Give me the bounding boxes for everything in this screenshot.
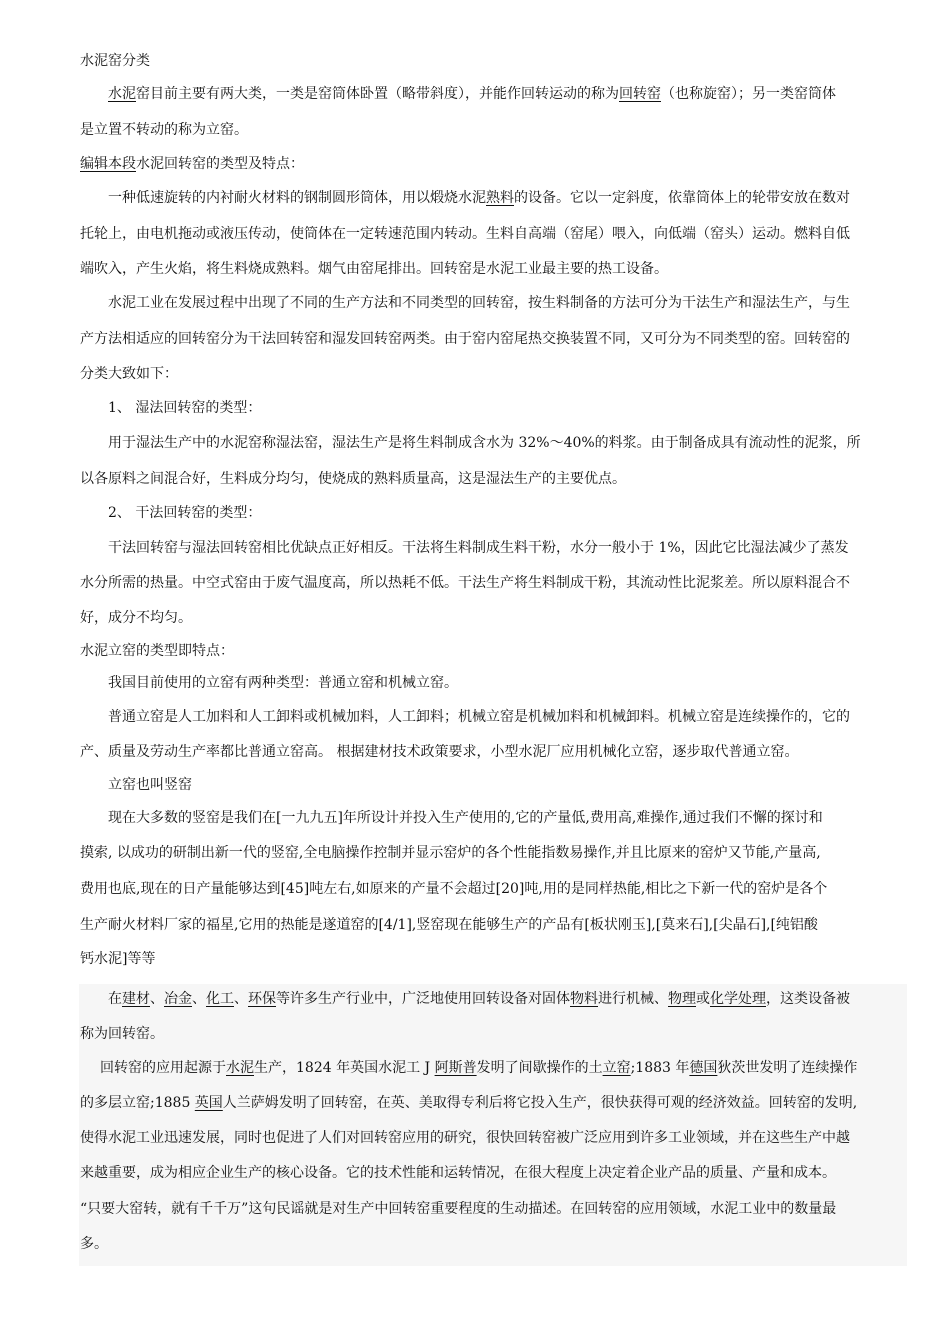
edit-section-link[interactable]: 编辑本段 [80, 156, 136, 172]
paragraph-line: 一种低速旋转的内衬耐火材料的钢制圆形筒体，用以煅烧水泥熟料的设备。它以一定斜度，依靠筒体上的轮带安放在数对 [108, 190, 850, 206]
heading-cement-kiln-classification: 水泥窑分类 [80, 53, 150, 69]
paragraph-line: 多。 [80, 1236, 108, 1252]
paragraph-line: 分类大致如下： [80, 366, 178, 382]
link-metallurgy[interactable]: 冶金 [164, 991, 192, 1007]
link-england[interactable]: 英国 [194, 1095, 223, 1111]
paragraph-line: 称为回转窑。 [80, 1026, 164, 1042]
link-material[interactable]: 物料 [570, 991, 598, 1007]
paragraph-line: 来越重要，成为相应企业生产的核心设备。它的技术性能和运转情况，在很大程度上决定着企业产品的质量、产量和成本。 [80, 1165, 836, 1181]
paragraph-line: 生产耐火材料厂家的福星,它用的热能是遂道窑的[4/1],竖窑现在能够生产的产品有[板状刚玉],[莫来石],[尖晶石],[纯铝酸 [80, 917, 818, 933]
paragraph-line: 回转窑的应用起源于水泥生产，1824 年英国水泥工 J 阿斯普发明了间歇操作的土立窑;1883 年德国狄茨世发明了连续操作 [100, 1060, 858, 1076]
link-shaft-kiln[interactable]: 立窑 [602, 1060, 631, 1076]
paragraph-line: 以各原料之间混合好，生料成分均匀，使烧成的熟料质量高，这是湿法生产的主要优点。 [80, 471, 626, 487]
paragraph-line: “只要大窑转，就有千千万”这句民谣就是对生产中回转窑重要程度的生动描述。在回转窑的应用领域，水泥工业中的数量最 [80, 1201, 837, 1217]
paragraph-line: 干法回转窑与湿法回转窑相比优缺点正好相反。干法将生料制成生料干粉，水分一般小于 1%，因此它比湿法减少了蒸发 [108, 540, 849, 556]
link-physics[interactable]: 物理 [668, 991, 696, 1007]
paragraph-line: 普通立窑是人工加料和人工卸料或机械加料，人工卸料；机械立窑是机械加料和机械卸料。机械立窑是连续操作的，它的 [108, 709, 850, 725]
paragraph-line: 水泥窑目前主要有两大类，一类是窑筒体卧置（略带斜度），并能作回转运动的称为回转窑（也称旋窑）；另一类窑筒体 [108, 86, 836, 102]
paragraph-line: 摸索, 以成功的研制出新一代的竖窑,全电脑操作控制并显示窑炉的各个性能指数易操作,并且比原来的窑炉又节能,产量高, [80, 845, 821, 861]
list-item-wet-kiln: 1、 湿法回转窑的类型： [108, 400, 262, 416]
paragraph-line: 现在大多数的竖窑是我们在[一九九五]年所设计并投入生产使用的,它的产量低,费用高,难操作,通过我们不懈的探讨和 [108, 810, 823, 826]
link-chemical-treatment[interactable]: 化学处理 [710, 991, 766, 1007]
link-rotary-kiln[interactable]: 回转窑 [619, 86, 661, 102]
paragraph-line: 产、质量及劳动生产率都比普通立窑高。 根据建材技术政策要求，小型水泥厂应用机械化立窑，逐步取代普通立窑。 [80, 744, 799, 760]
paragraph-line: 使得水泥工业迅速发展，同时也促进了人们对回转窑应用的研究，很快回转窑被广泛应用到许多工业领域，并在这些生产中越 [80, 1130, 850, 1146]
paragraph-line: 好，成分不均匀。 [80, 610, 192, 626]
paragraph-line: 费用也底,现在的日产量能够达到[45]吨左右,如原来的产量不会超过[20]吨,用的是同样热能,相比之下新一代的窑炉是各个 [80, 881, 828, 897]
paragraph-line: 立窑也叫竖窑 [108, 777, 192, 793]
paragraph-line: 用于湿法生产中的水泥窑称湿法窑，湿法生产是将生料制成含水为 32%～40%的料浆。由于制备成具有流动性的泥浆，所 [108, 435, 861, 451]
paragraph-line: 托轮上，由电机拖动或液压传动，使筒体在一定转速范围内转动。生料自高端（窑尾）喂入，向低端（窑头）运动。燃料自低 [80, 226, 850, 242]
paragraph-line: 我国目前使用的立窑有两种类型：普通立窑和机械立窑。 [108, 675, 458, 691]
paragraph-line: 产方法相适应的回转窑分为干法回转窑和湿发回转窑两类。由于窑内窑尾热交换装置不同，又可分为不同类型的窑。回转窑的 [80, 331, 850, 347]
paragraph-line: 的多层立窑;1885 英国人兰萨姆发明了回转窑，在英、美取得专利后将它投入生产，很快获得可观的经济效益。回转窑的发明, [80, 1095, 858, 1111]
link-cement[interactable]: 水泥 [226, 1060, 254, 1076]
paragraph-line: 端吹入，产生火焰，将生料烧成熟料。烟气由窑尾排出。回转窑是水泥工业最主要的热工设备。 [80, 261, 668, 277]
link-chemical-industry[interactable]: 化工 [206, 991, 234, 1007]
list-item-dry-kiln: 2、 干法回转窑的类型： [108, 505, 262, 521]
paragraph-line: 水泥工业在发展过程中出现了不同的生产方法和不同类型的回转窑，按生料制备的方法可分为干法生产和湿法生产，与生 [108, 295, 850, 311]
paragraph-line: 钙水泥]等等 [80, 951, 156, 967]
link-cement[interactable]: 水泥 [108, 86, 136, 102]
link-germany[interactable]: 德国 [689, 1060, 718, 1076]
paragraph-line: 在建材、冶金、化工、环保等许多生产行业中，广泛地使用回转设备对固体物料进行机械、物理或化学处理，这类设备被 [108, 991, 850, 1007]
paragraph-line: 是立置不转动的称为立窑。 [80, 122, 248, 138]
link-aspdin[interactable]: 阿斯普 [434, 1060, 477, 1076]
link-clinker[interactable]: 熟料 [486, 190, 514, 206]
link-building-materials[interactable]: 建材 [122, 991, 150, 1007]
section-heading: 水泥立窑的类型即特点： [80, 643, 234, 659]
section-heading: 编辑本段水泥回转窑的类型及特点： [80, 156, 304, 172]
paragraph-line: 水分所需的热量。中空式窑由于废气温度高，所以热耗不低。干法生产将生料制成干粉，其流动性比泥浆差。所以原料混合不 [80, 575, 850, 591]
link-environmental-protection[interactable]: 环保 [248, 991, 276, 1007]
